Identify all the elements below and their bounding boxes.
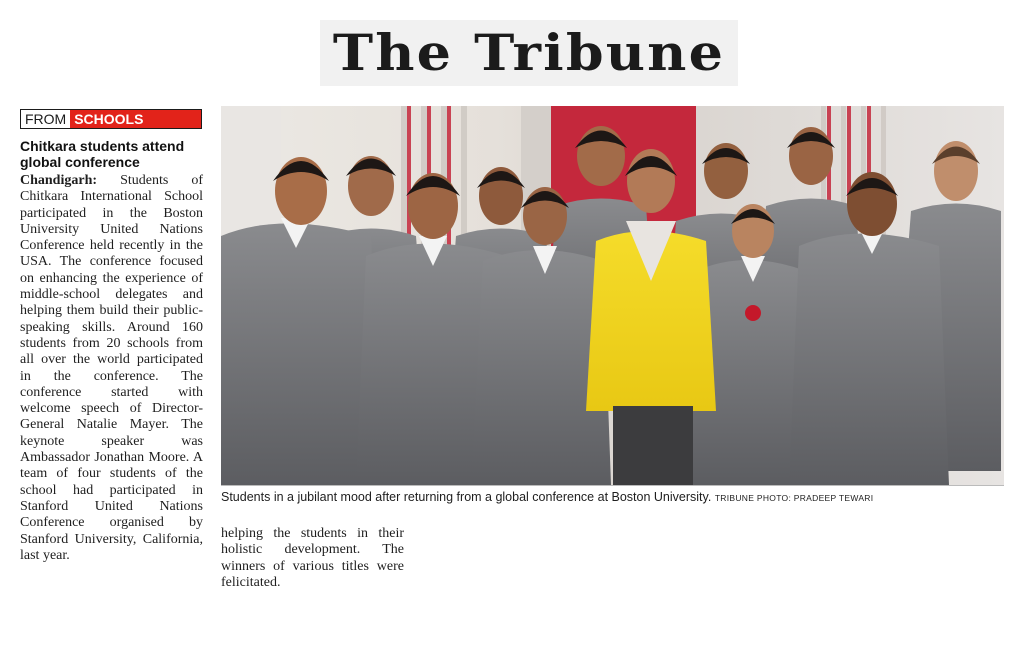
photo-caption	[221, 489, 1011, 506]
group-photo	[221, 106, 1004, 486]
article-column-1	[20, 173, 203, 564]
article-dateline: Chandigarh:	[20, 173, 98, 188]
section-prefix: FROM	[21, 110, 70, 128]
article-headline: Chitkara students attend global conference	[20, 138, 185, 170]
section-tag	[20, 109, 202, 129]
photo-credit: TRIBUNE PHOTO: PRADEEP TEWARI	[714, 493, 874, 503]
photo-caption-text: Students in a jubilant mood after returning from a global conference at Boston University.	[221, 490, 712, 504]
article-column-2: helping the students in their holistic development. The winners of various titles were felicitated.	[221, 526, 404, 590]
article-body-part-1: Students of Chitkara International School participated in the Boston University United Nations Conference held recently in the USA. The conference focused on enhancing the experience of middle-school delegates and helping them build their public-speaking skills. Around 160 students from 20 schools from all over the world participated in the conference. The conference started with welcome speech of Director-General Natalie Mayer. The keynote speaker was Ambassador Jonathan Moore. A team of four students of the school had participated in Stanford United Nations Conference organised by Stanford University, California, last year.	[20, 173, 204, 563]
newspaper-masthead: The Tribune	[332, 23, 726, 82]
section-name: SCHOOLS	[74, 111, 144, 127]
group-photo-illustration	[221, 106, 1004, 485]
